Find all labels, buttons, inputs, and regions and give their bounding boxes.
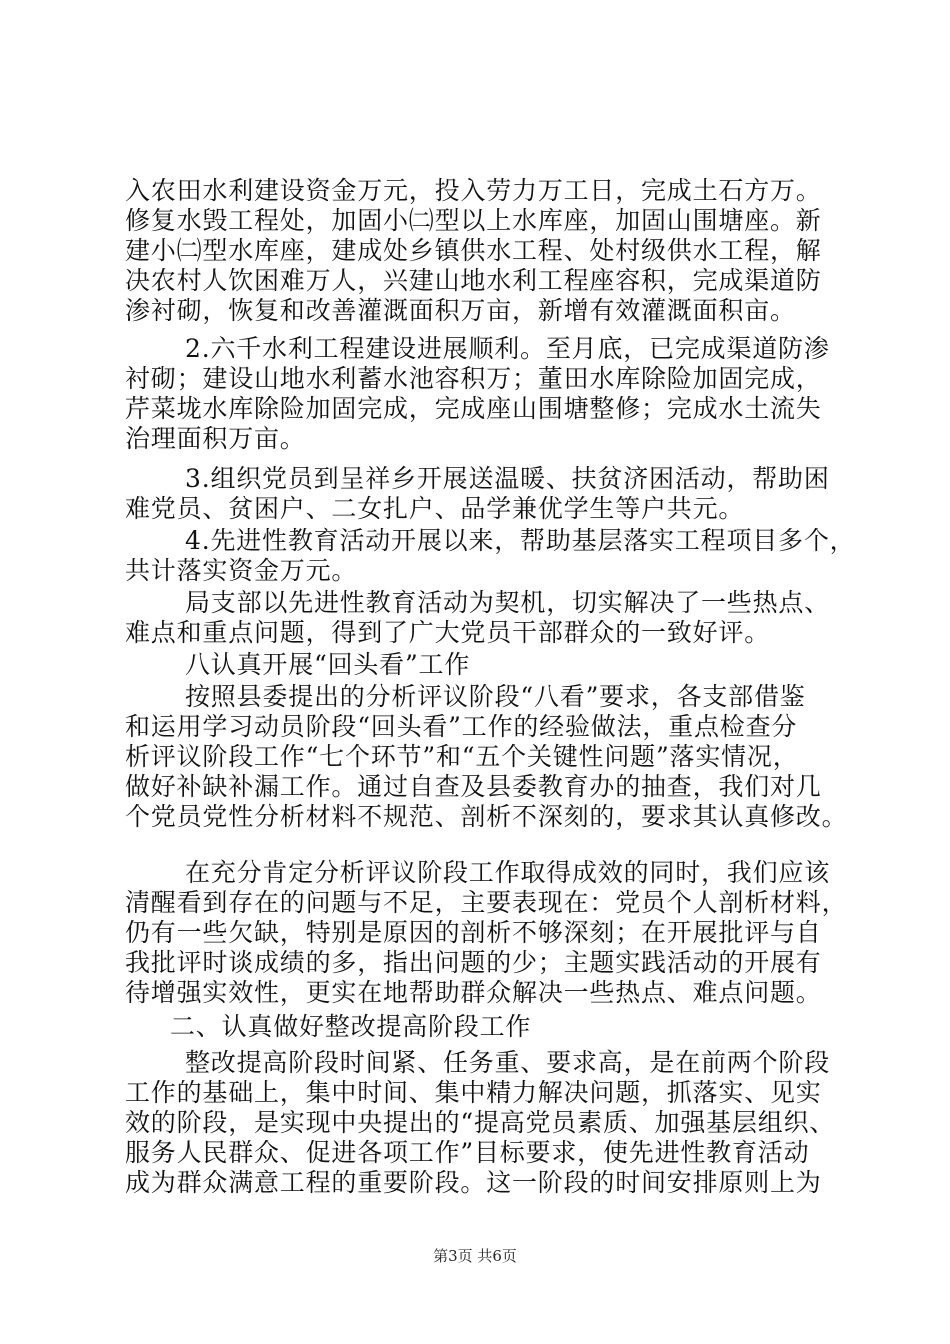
text-line: 二、认真做好整改提高阶段工作 [170,1012,532,1041]
page-footer: 第3页 共6页 [433,1247,517,1265]
text-line: 难党员、贫困户、二女扎户、品学兼优学生等户共元。 [125,494,745,523]
text-line: 难点和重点问题，得到了广大党员干部群众的一致好评。 [125,618,771,647]
text-line: 个党员党性分析材料不规范、剖析不深刻的，要求其认真修改。 [125,802,848,831]
text-line: 析评议阶段工作“七个环节”和“五个关键性问题”落实情况， [125,742,799,771]
text-line: 做好补缺补漏工作。通过自查及县委教育办的抽查，我们对几 [125,772,822,801]
text-line: 芹菜垅水库除险加固完成，完成座山围塘整修；完成水土流失 [125,394,822,423]
text-line: 待增强实效性，更实在地帮助群众解决一些热点、难点问题。 [125,978,822,1007]
text-line: 在充分肯定分析评议阶段工作取得成效的同时，我们应该 [185,858,831,887]
text-line: 仍有一些欠缺，特别是原因的剖析不够深刻；在开展批评与自 [125,918,822,947]
text-line: 局支部以先进性教育活动为契机，切实解决了一些热点、 [185,588,831,617]
text-line: 效的阶段，是实现中央提出的“提高党员素质、加强基层组织、 [125,1108,836,1137]
text-line: 工作的基础上，集中时间、集中精力解决问题，抓落实、见实 [125,1078,822,1107]
text-line: 3.组织党员到呈祥乡开展送温暖、扶贫济困活动，帮助困 [185,464,830,493]
text-line: 和运用学习动员阶段“回头看”工作的经验做法，重点检查分 [125,712,798,741]
text-line: 清醒看到存在的问题与不足，主要表现在：党员个人剖析材料， [125,888,848,917]
text-line: 整改提高阶段时间紧、任务重、要求高，是在前两个阶段 [185,1048,831,1077]
text-line: 2.六千水利工程建设进展顺利。至月底，已完成渠道防渗 [185,334,830,363]
text-line: 建小㈡型水库座，建成处乡镇供水工程、处村级供水工程，解 [125,236,822,265]
text-line: 4.先进性教育活动开展以来，帮助基层落实工程项目多个， [185,526,856,555]
text-line: 渗衬砌，恢复和改善灌溉面积万亩，新增有效灌溉面积亩。 [125,296,796,325]
text-line: 服务人民群众、促进各项工作”目标要求，使先进性教育活动 [125,1138,810,1167]
text-line: 治理面积万亩。 [125,424,306,453]
text-line: 共计落实资金万元。 [125,556,358,585]
text-line: 修复水毁工程处，加固小㈡型以上水库座，加固山围塘座。新 [125,206,822,235]
text-line: 入农田水利建设资金万元，投入劳力万工日，完成土石方万。 [125,176,822,205]
text-line: 按照县委提出的分析评议阶段“八看”要求，各支部借鉴 [185,682,806,711]
text-line: 衬砌；建设山地水利蓄水池容积万；董田水库除险加固完成， [125,364,822,393]
text-line: 我批评时谈成绩的多，指出问题的少；主题实践活动的开展有 [125,948,822,977]
text-line: 八认真开展“回头看”工作 [185,650,471,679]
text-line: 决农村人饮困难万人，兴建山地水利工程座容积，完成渠道防 [125,266,822,295]
text-line: 成为群众满意工程的重要阶段。这一阶段的时间安排原则上为 [125,1168,822,1197]
